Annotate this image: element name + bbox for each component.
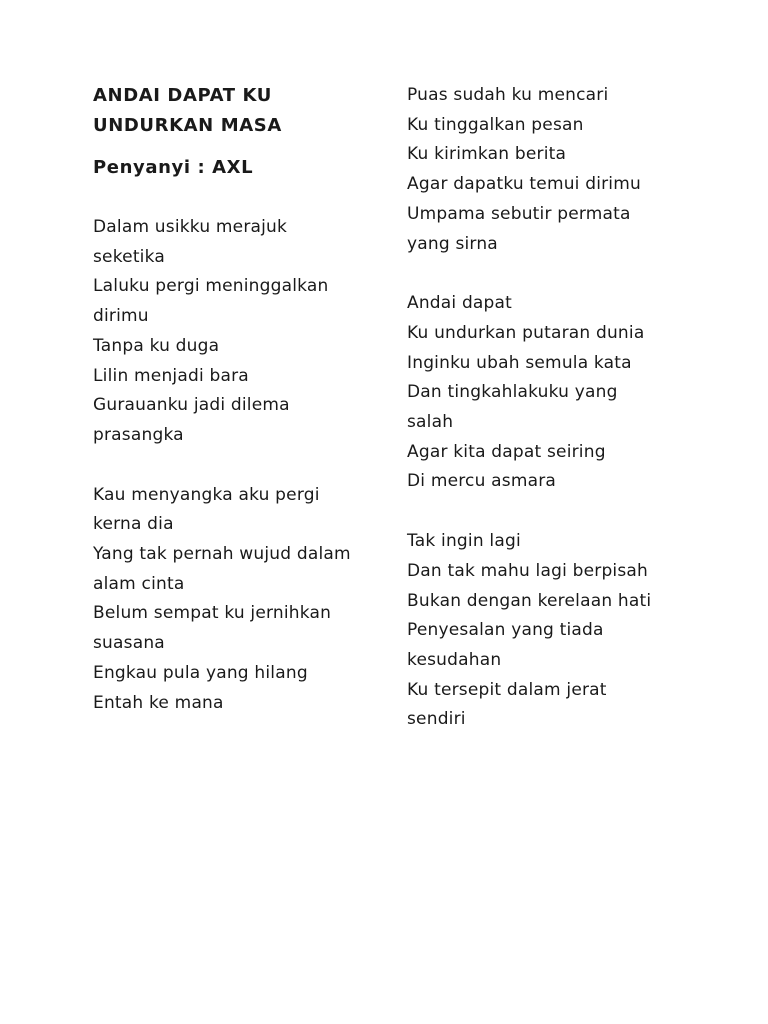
- lyric-line: Ku tersepit dalam jerat: [407, 679, 607, 700]
- lyric-line: Bukan dengan kerelaan hati: [407, 590, 652, 611]
- lyric-line: Ku undurkan putaran dunia: [407, 322, 645, 343]
- song-title-line: ANDAI DAPAT KU: [93, 85, 272, 106]
- right-column: [407, 81, 719, 735]
- lyric-line: Dan tingkahlakuku yang: [407, 382, 618, 403]
- lyric-line: kesudahan: [407, 649, 502, 670]
- lyric-line: yang sirna: [407, 233, 498, 254]
- lyric-line: Tanpa ku duga: [93, 335, 220, 356]
- lyric-line: Di mercu asmara: [407, 471, 557, 492]
- lyric-line: Ku kirimkan berita: [407, 144, 567, 165]
- lyric-line: Penyesalan yang tiada: [407, 620, 604, 641]
- lyric-line: Inginku ubah semula kata: [407, 352, 632, 373]
- lyric-line: Laluku pergi meninggalkan: [93, 276, 329, 297]
- lyric-line: Ku tinggalkan pesan: [407, 114, 584, 135]
- lyric-line: suasana: [93, 633, 165, 654]
- lyric-line: seketika: [93, 246, 165, 267]
- lyric-line: Dan tak mahu lagi berpisah: [407, 560, 649, 581]
- lyric-line: Engkau pula yang hilang: [93, 662, 308, 683]
- lyric-line: Lilin menjadi bara: [93, 365, 249, 386]
- lyric-line: Puas sudah ku mencari: [407, 85, 609, 105]
- lyric-line: Agar kita dapat seiring: [407, 441, 606, 462]
- lyric-line: Umpama sebutir permata: [407, 203, 631, 224]
- lyric-line: Tak ingin lagi: [407, 531, 521, 552]
- stanza-4: [407, 289, 719, 497]
- lyric-line: Andai dapat: [407, 293, 513, 314]
- lyric-line: salah: [407, 412, 454, 433]
- lyric-line: Entah ke mana: [93, 692, 224, 713]
- lyric-line: sendiri: [407, 709, 466, 730]
- lyric-line: Dalam usikku merajuk: [93, 217, 288, 237]
- lyric-line: dirimu: [93, 306, 149, 327]
- lyric-line: kerna dia: [93, 514, 174, 535]
- lyric-line: Belum sempat ku jernihkan: [93, 603, 332, 624]
- stanza-3: [407, 81, 719, 259]
- lyric-line: Agar dapatku temui dirimu: [407, 174, 641, 195]
- song-title: [93, 81, 405, 141]
- left-column: [93, 81, 405, 718]
- lyric-line: Yang tak pernah wujud dalam: [93, 544, 351, 565]
- stanza-2: [93, 481, 405, 719]
- lyric-line: prasangka: [93, 424, 184, 445]
- stanza-1: [93, 213, 405, 451]
- stanza-5: [407, 527, 719, 735]
- lyric-line: Gurauanku jadi dilema: [93, 395, 290, 416]
- song-title-line: UNDURKAN MASA: [93, 115, 282, 136]
- lyric-line: Kau menyangka aku pergi: [93, 484, 320, 505]
- lyric-line: alam cinta: [93, 573, 185, 594]
- artist-line: Penyanyi : AXL: [93, 157, 254, 178]
